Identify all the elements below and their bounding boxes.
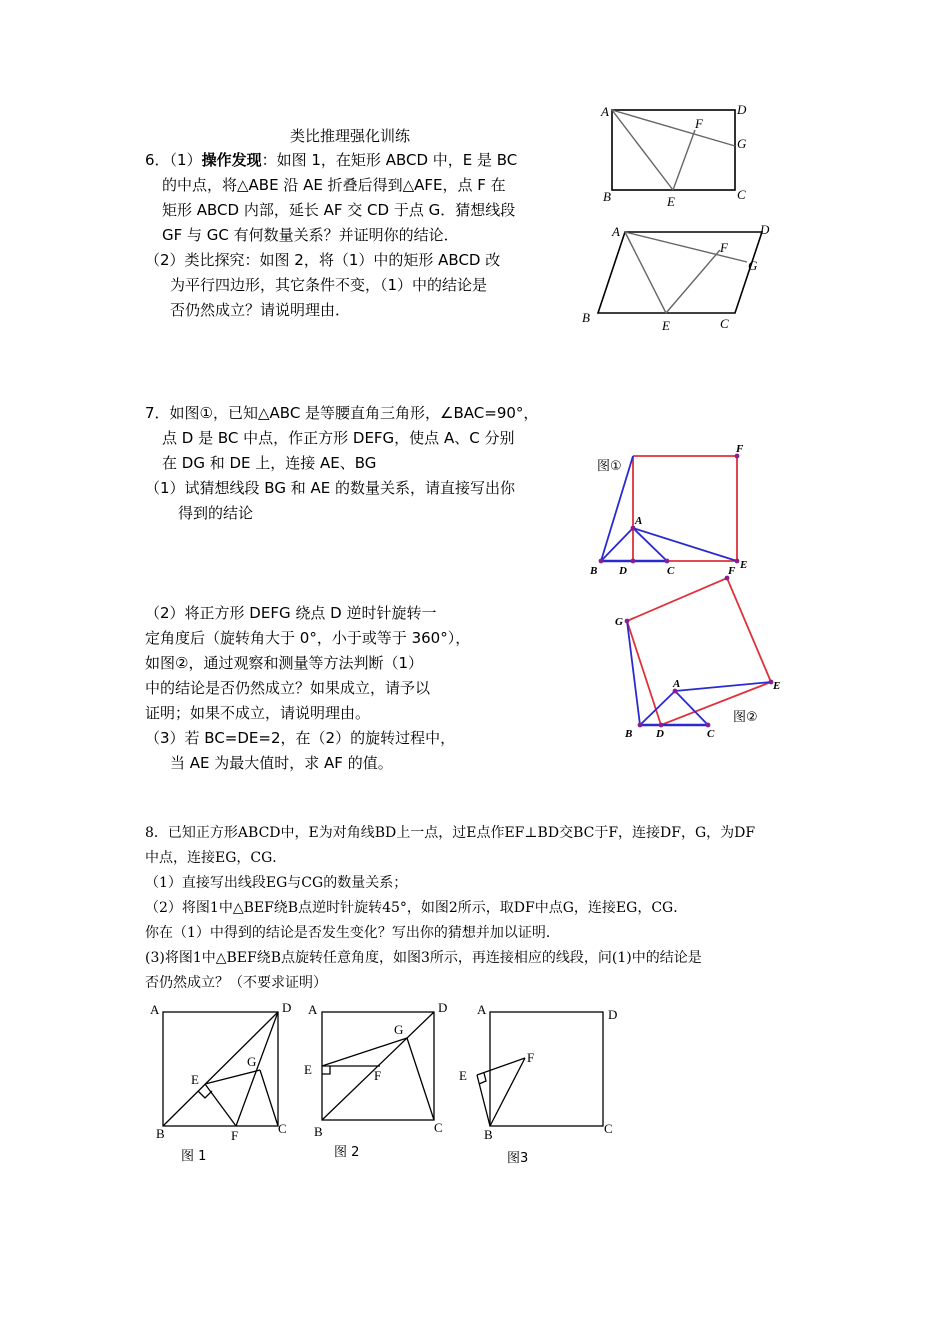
q8-line-7: 否仍然成立？（不要求证明） (145, 975, 327, 991)
q8f2-label-g: G (394, 1022, 404, 1037)
q8f1-label-d: D (282, 1000, 292, 1015)
q6f1-label-b: B (603, 189, 611, 204)
q7f2-label-e: E (773, 680, 781, 692)
q6-line-5: （2）类比探究：如图 2，将（1）中的矩形 ABCD 改 (145, 251, 501, 269)
q7f2-caption: 图② (733, 710, 758, 725)
q8f1-label-e: E (191, 1072, 199, 1087)
q8-line-6: (3)将图1中△BEF绕B点旋转任意角度，如图3所示，再连接相应的线段，问(1)中的结论是 (145, 950, 702, 966)
q7-part3-line-2: 当 AE 为最大值时，求 AF 的值。 (170, 754, 393, 772)
q8f2-label-b: B (314, 1124, 323, 1139)
q8f3-label-d: D (608, 1007, 618, 1022)
q6f1-label-e: E (667, 194, 675, 209)
q8f1-label-b: B (156, 1126, 165, 1141)
q7-line-4: （1）试猜想线段 BG 和 AE 的数量关系，请直接写出你 (145, 479, 516, 497)
q8-line-4: （2）将图1中△BEF绕B点逆时针旋转45°，如图2所示，取DF中点G，连接EG，CG． (145, 900, 688, 916)
q8f3-label-f: F (527, 1050, 535, 1065)
q7f2-label-b: B (625, 728, 633, 740)
q6f2-label-c: C (720, 316, 729, 331)
q6f1-label-g: G (737, 136, 747, 151)
q7-part2-line-5: 证明；如果不成立，请说明理由。 (145, 704, 371, 722)
q8f2-label-a: A (308, 1002, 318, 1017)
q7-line-1: 7．如图①，已知△ABC 是等腰直角三角形，∠BAC=90°， (145, 404, 539, 422)
q6f1-label-d: D (737, 102, 747, 117)
q7-figure-2 (615, 565, 815, 745)
q8f3-label-b: B (484, 1127, 493, 1142)
q6f2-label-g: G (748, 258, 758, 273)
q8f2-label-c: C (434, 1120, 443, 1135)
q7-figure-1 (590, 440, 760, 580)
q6-figure-1 (595, 100, 755, 209)
q7f1-label-b: B (590, 565, 598, 577)
q6-operation-discovery: 操作发现 (201, 151, 262, 169)
page-title: 类比推理强化训练 (290, 127, 411, 145)
q7f2-label-g: G (615, 616, 623, 628)
q8f3-label-a: A (477, 1002, 487, 1017)
q7-part2-line-1: （2）将正方形 DEFG 绕点 D 逆时针旋转一 (145, 604, 437, 622)
q6f2-label-a: A (612, 224, 620, 239)
q6-figure-2 (580, 222, 780, 332)
q7f1-label-c: C (667, 565, 675, 577)
q8-line-5: 你在（1）中得到的结论是否发生变化？写出你的猜想并加以证明． (145, 925, 560, 941)
q8f2-label-e: E (304, 1062, 312, 1077)
q6f1-label-c: C (737, 187, 746, 202)
q6-number: 6．（1） (145, 151, 202, 169)
q7-part2-line-2: 定角度后（旋转角大于 0°，小于或等于 360°）， (145, 629, 471, 647)
q8-line-1: 8．已知正方形ABCD中，E为对角线BD上一点，过E点作EF⊥BD交BC于F，连接DF，G，为DF (145, 825, 756, 841)
q8f2-label-f: F (374, 1068, 382, 1083)
q7f2-label-a: A (673, 678, 681, 690)
q6-line-1: ：如图 1，在矩形 ABCD 中，E 是 BC (261, 151, 518, 169)
q6f2-label-f: F (720, 240, 728, 255)
q7-part2-line-3: 如图②，通过观察和测量等方法判断（1） (145, 654, 423, 672)
q8f3-caption: 图3 (507, 1151, 529, 1166)
q6-line-3: 矩形 ABCD 内部，延长 AF 交 CD 于点 G．猜想线段 (162, 201, 516, 219)
q6-line-4: GF 与 GC 有何数量关系？并证明你的结论． (162, 226, 459, 244)
q8f1-label-a: A (150, 1002, 160, 1017)
q7f1-label-f: F (736, 443, 744, 455)
q6f2-label-d: D (760, 222, 770, 237)
q8-line-2: 中点，连接EG，CG． (145, 850, 287, 866)
q7-part3-line-1: （3）若 BC=DE=2，在（2）的旋转过程中， (145, 729, 456, 747)
q7f1-label-a: A (635, 515, 643, 527)
q6-line-7: 否仍然成立？请说明理由． (170, 301, 351, 319)
q7f2-label-c: C (707, 728, 715, 740)
q8f1-label-f: F (231, 1128, 239, 1143)
q8f1-label-g: G (247, 1054, 257, 1069)
q8-figure-1 (148, 998, 298, 1168)
q8f1-label-c: C (278, 1121, 287, 1136)
q7f1-label-d: D (619, 565, 627, 577)
q6-line-6: 为平行四边形，其它条件不变，（1）中的结论是 (170, 276, 488, 294)
q6f1-label-a: A (601, 104, 609, 119)
q7f1-label-e: E (740, 559, 748, 571)
q7f1-caption: 图① (597, 459, 622, 474)
q7-line-5: 得到的结论 (178, 504, 254, 522)
q8-line-3: （1）直接写出线段EG与CG的数量关系； (145, 875, 408, 891)
q7f2-label-f: F (728, 565, 736, 577)
q6f2-label-e: E (662, 318, 670, 333)
q8f3-label-c: C (604, 1121, 613, 1136)
q6-line-2: 的中点，将△ABE 沿 AE 折叠后得到△AFE，点 F 在 (162, 176, 506, 194)
q8-figure-3 (455, 998, 625, 1168)
q6f2-label-b: B (582, 310, 590, 325)
q8-figure-2 (300, 998, 460, 1168)
q7f2-label-d: D (656, 728, 664, 740)
q6f1-label-f: F (695, 116, 703, 131)
q7-part2-line-4: 中的结论是否仍然成立？如果成立，请予以 (145, 679, 431, 697)
q7-line-3: 在 DG 和 DE 上，连接 AE、BG (162, 454, 377, 472)
q8f1-caption: 图 1 (181, 1149, 207, 1164)
q8f3-label-e: E (459, 1068, 467, 1083)
q8f2-label-d: D (438, 1000, 448, 1015)
q8f2-caption: 图 2 (334, 1145, 360, 1160)
q7-line-2: 点 D 是 BC 中点，作正方形 DEFG，使点 A、C 分别 (162, 429, 515, 447)
